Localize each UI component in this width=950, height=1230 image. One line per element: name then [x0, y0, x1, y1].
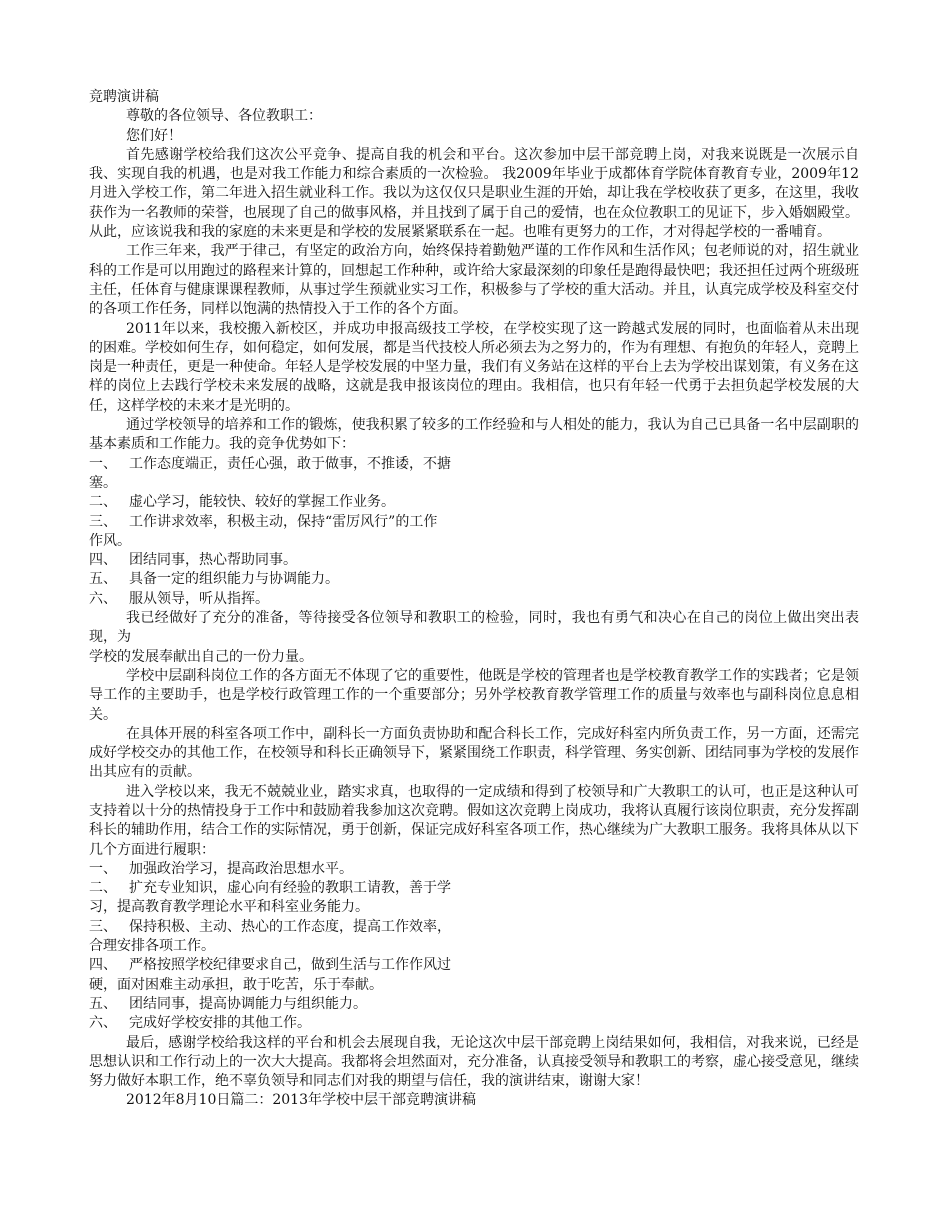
duty-item [89, 956, 489, 975]
list-text: 团结同事，提高协调能力与组织能力。 [129, 995, 367, 1012]
greeting: 您们好！ [126, 127, 182, 144]
advantage-item [89, 493, 859, 512]
duty-item [89, 918, 489, 937]
advantage-item [89, 513, 489, 532]
advantage-item [89, 455, 489, 474]
list-number: 五、 [89, 571, 117, 588]
advantage-item-continuation: 作风。 [89, 532, 131, 549]
paragraph-closing: 最后，感谢学校给我这样的平台和机会去展现自我，无论这次中层干部竞聘上岗结果如何，我相信，对我来说，已经是思想认识和工作行动上的一次大大提高。我都将会坦然面对，充分准备，认真接受领导和教职工的考察，虚心接受意见，继续努力做好本职工作，绝不辜负领导和同志们对我的期望与信任，我的演讲结束，谢谢大家！ [89, 1034, 859, 1090]
paragraph-position-duties: 在具体开展的科室各项工作中，副科长一方面负责协助和配合科长工作，完成好科室内所负责工作，另一方面，还需完成好学校交办的其他工作，在校领导和科长正确领导下，紧紧围绕工作职责，科学管理、务实创新、团结同事为学校的发展作出其应有的贡献。 [89, 725, 859, 781]
document-title: 竞聘演讲稿 [89, 89, 159, 105]
footer-date-line: 2012年8月10日篇二：2013年学校中层干部竞聘演讲稿 [126, 1092, 476, 1109]
list-text: 团结同事，热心帮助同事。 [129, 552, 297, 569]
list-text: 完成好学校安排的其他工作。 [129, 1015, 311, 1032]
duty-item [89, 1014, 859, 1033]
list-text: 加强政治学习，提高政治思想水平。 [129, 860, 353, 877]
duty-item-continuation: 硬，面对困难主动承担，敢于吃苦，乐于奉献。 [89, 976, 383, 993]
duty-item [89, 995, 859, 1014]
list-number: 四、 [89, 957, 117, 974]
list-number: 六、 [89, 590, 117, 607]
list-number: 二、 [89, 880, 117, 897]
duty-item-continuation: 合理安排各项工作。 [89, 938, 215, 955]
paragraph-advantages-intro: 通过学校领导的培养和工作的锻炼，使我积累了较多的工作经验和与人相处的能力，我认为自己已具备一名中层副职的基本素质和工作能力。我的竞争优势如下： [89, 417, 859, 453]
list-text: 工作态度端正，责任心强，敢于做事，不推诿，不搪 [129, 455, 451, 472]
duty-item [89, 879, 489, 898]
duty-item-continuation: 习，提高教育教学理论水平和科室业务能力。 [89, 899, 369, 916]
list-text: 扩充专业知识，虚心向有经验的教职工请教，善于学 [129, 880, 451, 897]
paragraph-position-importance: 学校中层副科岗位工作的各方面无不体现了它的重要性，他既是学校的管理者也是学校教育教学工作的实践者；它是领导工作的主要助手，也是学校行政管理工作的一个重要部分；另外学校教育教学管理工作的质量与效率也与副科岗位息息相关。 [89, 667, 859, 723]
list-text: 严格按照学校纪律要求自己，做到生活与工作作风过 [129, 957, 451, 974]
list-number: 三、 [89, 513, 117, 530]
list-number: 五、 [89, 995, 117, 1012]
list-text: 保持积极、主动、热心的工作态度，提高工作效率， [129, 918, 451, 935]
paragraph-commitment: 进入学校以来，我无不兢兢业业，踏实求真，也取得的一定成绩和得到了校领导和广大教职工的认可，也正是这种认可支持着以十分的热情投身于工作中和鼓励着我参加这次竞聘。假如这次竞聘上岗成功，我将认真履行该岗位职责，充分发挥副科长的辅助作用，结合工作的实际情况，勇于创新，保证完成好科室各项工作，热心继续为广大教职工服务。我将具体从以下几个方面进行履职： [89, 783, 859, 858]
salutation: 尊敬的各位领导、各位教职工： [126, 108, 322, 125]
paragraph-school-development: 2011年以来，我校搬入新校区，并成功申报高级技工学校，在学校实现了这一跨越式发展的同时，也面临着从未出现的困难。学校如何生存，如何稳定，如何发展，都是当代技校人所必须去为之努力的，作为有理想、有抱负的年轻人，竞聘上岗是一种责任，更是一种使命。年轻人是学校发展的中坚力量，我们有义务站在这样的平台上去为学校出谋划策，有义务在这样的岗位上去践行学校未来发展的战略，这就是我申报该岗位的理由。我相信，也只有年轻一代勇于去担负起学校发展的大任，这样学校的未来才是光明的。 [89, 320, 859, 414]
advantage-item [89, 551, 859, 570]
list-text: 具备一定的组织能力与协调能力。 [129, 571, 339, 588]
document-page [89, 88, 859, 1111]
advantage-item-continuation: 塞。 [89, 474, 117, 491]
paragraph-readiness: 我已经做好了充分的准备，等待接受各位领导和教职工的检验，同时，我也有勇气和决心在自己的岗位上做出突出表现，为 [89, 610, 859, 646]
duty-item [89, 860, 859, 879]
paragraph-intro: 首先感谢学校给我们这次公平竞争、提高自我的机会和平台。这次参加中层干部竞聘上岗，对我来说既是一次展示自我、实现自我的机遇，也是对我工作能力和综合素质的一次检验。 我2009年毕业于成都体育学院体育教育专业，2009年12月进入学校工作，第二年进入招生就业科工作。我以为这仅仅只是职业生涯的开始，却让我在学校收获了更多，在这里，我收获作为一名教师的荣誉，也展现了自己的做事风格，并且找到了属于自己的爱情，也在众位教职工的见证下，步入婚姻殿堂。从此，应该说我和我的家庭的未来更是和学校的发展紧紧联系在一起。也唯有更努力的工作，才对得起学校的一番哺育。 [89, 146, 859, 241]
list-text: 服从领导，听从指挥。 [129, 590, 269, 607]
list-number: 一、 [89, 455, 117, 472]
list-text: 虚心学习，能较快、较好的掌握工作业务。 [129, 494, 395, 511]
advantage-item [89, 590, 859, 609]
paragraph-readiness-continuation: 学校的发展奉献出自己的一份力量。 [89, 648, 313, 665]
list-number: 二、 [89, 494, 117, 511]
list-number: 四、 [89, 552, 117, 569]
list-number: 六、 [89, 1015, 117, 1032]
advantage-item [89, 570, 859, 589]
list-number: 一、 [89, 860, 117, 877]
list-number: 三、 [89, 918, 117, 935]
list-text: 工作讲求效率，积极主动，保持“雷厉风行”的工作 [129, 513, 438, 530]
paragraph-work-history: 工作三年来，我严于律己，有坚定的政治方向，始终保持着勤勉严谨的工作作风和生活作风；包老师说的对，招生就业科的工作是可以用跑过的路程来计算的，回想起工作种种，或许给大家最深刻的印象任是跑得最快吧；我还担任过两个班级班主任，任体育与健康课课程教师，从事过学生预就业实习工作，积极参与了学校的重大活动。并且，认真完成学校及科室交付的各项工作任务，同样以饱满的热情投入于工作的各个方面。 [89, 243, 859, 318]
